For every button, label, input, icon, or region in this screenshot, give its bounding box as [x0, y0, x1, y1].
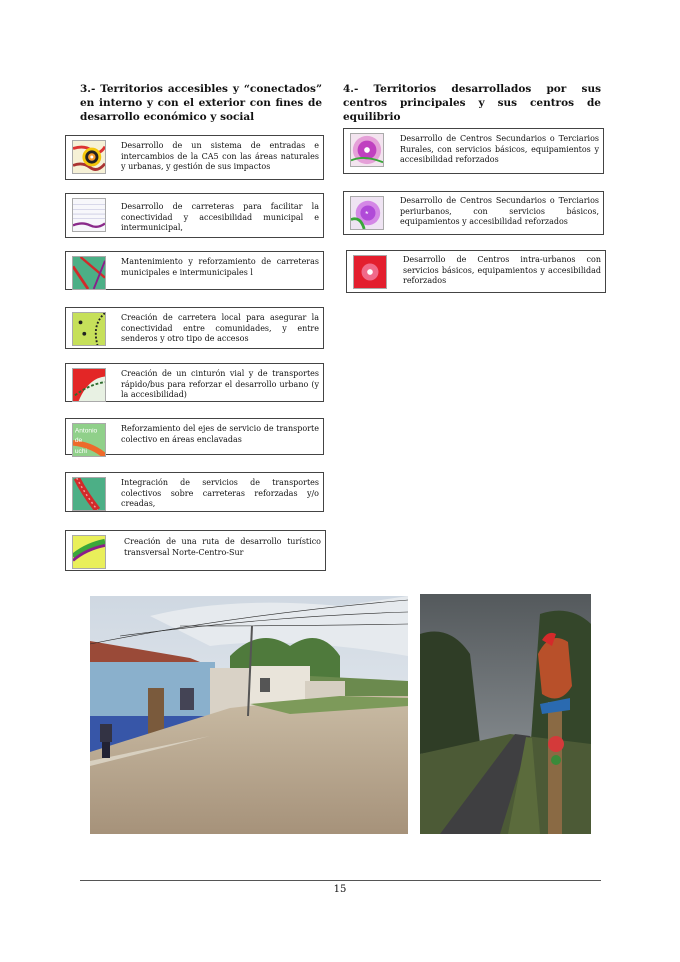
item-text: Desarrollo de Centros intra-urbanos con servicios básicos, equipamientos y accesibilidad reforzados — [403, 255, 601, 285]
svg-text:*: * — [365, 208, 369, 219]
list-item — [346, 250, 606, 293]
list-item — [65, 472, 324, 512]
thumb-label: uchi — [74, 448, 87, 456]
list-item — [343, 128, 604, 174]
item-text: Desarrollo de Centros Secundarios o Terciarios Rurales, con servicios básicos, equipamientos y accesibilidad reforzados — [400, 134, 599, 164]
section-3-heading: 3.- Territorios accesibles y “conectados” en interno y con el exterior con fines de desarrollo económico y social — [80, 83, 322, 123]
item-text: Creación de una ruta de desarrollo turístico transversal Norte-Centro-Sur — [124, 537, 321, 557]
list-item — [65, 530, 326, 571]
intraurban-center-icon — [353, 255, 387, 289]
list-item — [65, 135, 324, 180]
tourist-route-icon — [72, 535, 106, 569]
thumb-label: de — [74, 436, 83, 444]
item-text: Creación de un cinturón vial y de transportes rápido/bus para reforzar el desarrollo urbano (y la accesibilidad) — [121, 369, 319, 399]
list-item — [65, 307, 324, 349]
local-road-icon — [72, 312, 106, 346]
item-text: Desarrollo de un sistema de entradas e intercambios de la CA5 con las áreas naturales y urbanas, y gestión de sus impactos — [121, 141, 319, 171]
list-item — [65, 418, 324, 455]
item-text: Integración de servicios de transportes colectivos sobre carreteras reforzadas y/o creadas, — [121, 478, 319, 508]
target-map-icon — [72, 140, 106, 174]
collective-transport-icon — [72, 477, 106, 511]
road-map-icon — [72, 198, 106, 232]
item-text: Desarrollo de carreteras para facilitar la conectividad y accesibilidad municipal e intermunicipal, — [121, 202, 319, 232]
village-street-photo — [90, 596, 408, 834]
thumb-label: Antonio — [74, 427, 98, 435]
road-network-icon — [72, 256, 106, 290]
roadside-rooster-sculpture-photo — [420, 594, 591, 834]
page-number: 15 — [333, 884, 347, 895]
item-text: Mantenimiento y reforzamiento de carreteras municipales e intermunicipales l — [121, 257, 319, 277]
ring-road-icon — [72, 368, 106, 402]
list-item — [343, 191, 604, 235]
list-item — [65, 251, 324, 290]
transport-axis-icon — [72, 423, 106, 457]
item-text: Reforzamiento del ejes de servicio de transporte colectivo en áreas enclavadas — [121, 424, 319, 444]
periurban-center-icon — [350, 196, 384, 230]
list-item — [65, 193, 324, 238]
rural-center-icon — [350, 133, 384, 167]
section-4-heading: 4.- Territorios desarrollados por sus centros principales y sus centros de equilibrio — [343, 83, 601, 123]
item-text: Creación de carretera local para asegurar la conectividad entre comunidades, y entre senderos y otro tipo de accesos — [121, 313, 319, 343]
item-text: Desarrollo de Centros Secundarios o Terciarios periurbanos, con servicios básicos, equipamientos y accesibilidad reforzados — [400, 196, 599, 226]
footer-divider — [80, 880, 601, 881]
list-item — [65, 363, 324, 402]
